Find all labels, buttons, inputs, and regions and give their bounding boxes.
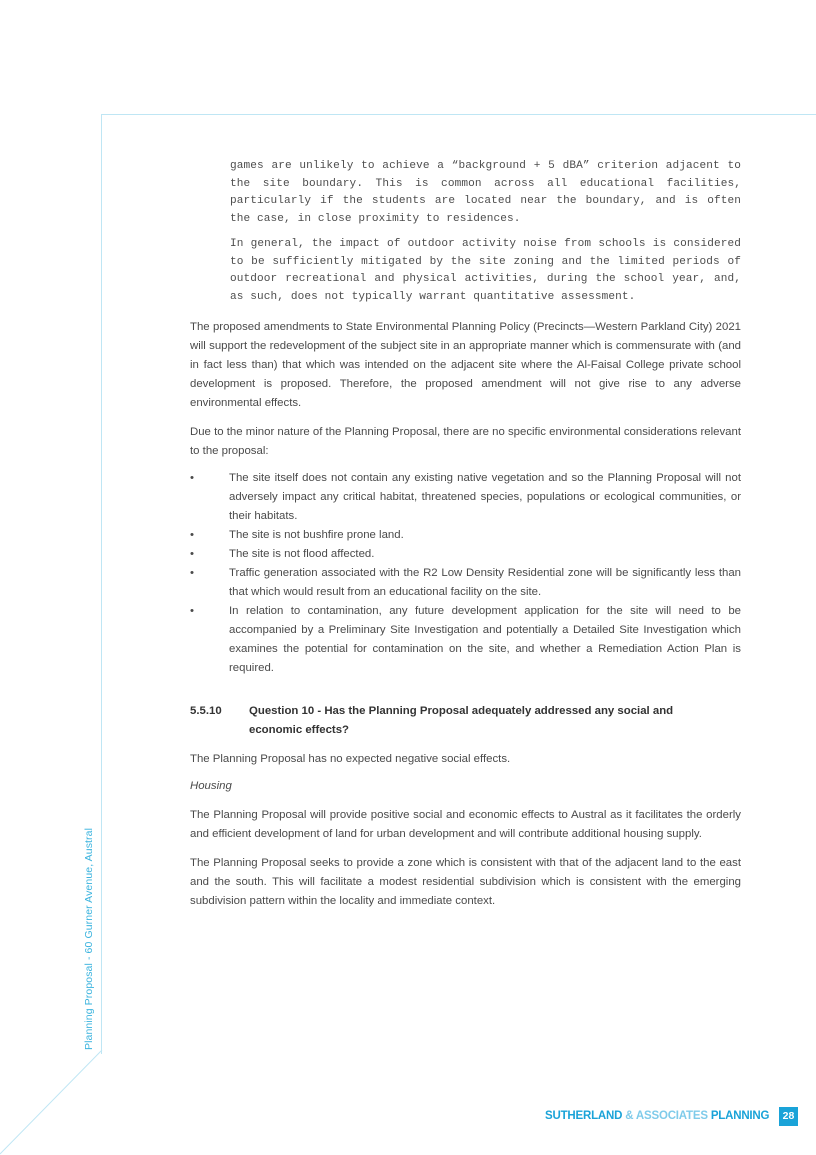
list-item-text: The site is not flood affected.: [229, 548, 375, 560]
footer-brand-logo: [545, 1110, 770, 1122]
quoted-text-block: [230, 158, 741, 306]
bullet-icon: •: [190, 548, 194, 560]
paragraph-amendments: The proposed amendments to State Environmental Planning Policy (Precincts—Western Parkland City) 2021 will support the redevelopment of the subject site in an appropriate manner which is commensurate with (and in fact less than) that which was intended on the adjacent site where the Al-Faisal College private school development is proposed. Therefore, the proposed amendment will not give rise to any adverse environmental effects.: [190, 321, 741, 409]
frame-top-line: [101, 114, 816, 115]
brand-planning: PLANNING: [710, 1110, 770, 1122]
frame-diagonal-line: [0, 1050, 104, 1155]
quote-paragraph: In general, the impact of outdoor activity noise from schools is considered to be sufficiently mitigated by the site zoning and the limited periods of outdoor recreational and physical activities, during the school year, and, as such, does not typically warrant quantitative assessment.: [230, 238, 741, 303]
section-title: Question 10 - Has the Planning Proposal adequately addressed any social and economic effects?: [249, 705, 674, 736]
quote-paragraph: games are unlikely to achieve a “background + 5 dBA” criterion adjacent to the site boundary. This is common across all educational facilities, particularly if the students are located near the boundary, and is often the case, in close proximity to residences.: [230, 160, 741, 225]
list-item: [190, 545, 741, 564]
frame-left-line: [101, 114, 102, 1054]
environmental-considerations-list: [190, 469, 741, 678]
paragraph-minor-nature: Due to the minor nature of the Planning Proposal, there are no specific environmental considerations relevant to the proposal:: [190, 426, 741, 457]
paragraph-social: The Planning Proposal has no expected negative social effects.: [190, 753, 511, 765]
section-number: 5.5.10: [190, 705, 222, 717]
list-item-text: The site itself does not contain any existing native vegetation and so the Planning Proposal will not adversely impact any critical habitat, threatened species, populations or ecological communities, or their habitats.: [229, 472, 741, 522]
brand-sutherland: SUTHERLAND: [545, 1110, 623, 1122]
bullet-icon: •: [190, 529, 194, 541]
paragraph-housing-2: The Planning Proposal seeks to provide a zone which is consistent with that of the adjacent land to the east and the south. This will facilitate a modest residential subdivision which is consistent with the emerging subdivision pattern within the locality and immediate context.: [190, 857, 741, 907]
list-item: [190, 602, 741, 678]
list-item: [190, 526, 741, 545]
bullet-icon: •: [190, 472, 194, 484]
paragraph-housing-1: The Planning Proposal will provide positive social and economic effects to Austral as it facilitates the orderly and efficient development of land for urban development and will contribute additional housing supply.: [190, 809, 741, 840]
list-item-text: The site is not bushfire prone land.: [229, 529, 404, 541]
page-content: [190, 158, 741, 911]
bullet-icon: •: [190, 605, 194, 617]
list-item-text: Traffic generation associated with the R2 Low Density Residential zone will be significantly less than that which would result from an educational facility on the site.: [229, 567, 741, 598]
page-number-badge: 28: [779, 1107, 798, 1126]
list-item: [190, 564, 741, 602]
side-document-label: Planning Proposal - 60 Gurner Avenue, Austral: [83, 827, 95, 1050]
bullet-icon: •: [190, 567, 194, 579]
brand-associates: & ASSOCIATES: [622, 1110, 711, 1122]
list-item: [190, 469, 741, 526]
section-heading: [190, 702, 741, 740]
list-item-text: In relation to contamination, any future development application for the site will need to be accompanied by a Preliminary Site Investigation and potentially a Detailed Site Investigation which examines the potential for contamination on the site, and whether a Remediation Action Plan is required.: [229, 605, 741, 674]
subheading-housing: Housing: [190, 780, 232, 792]
